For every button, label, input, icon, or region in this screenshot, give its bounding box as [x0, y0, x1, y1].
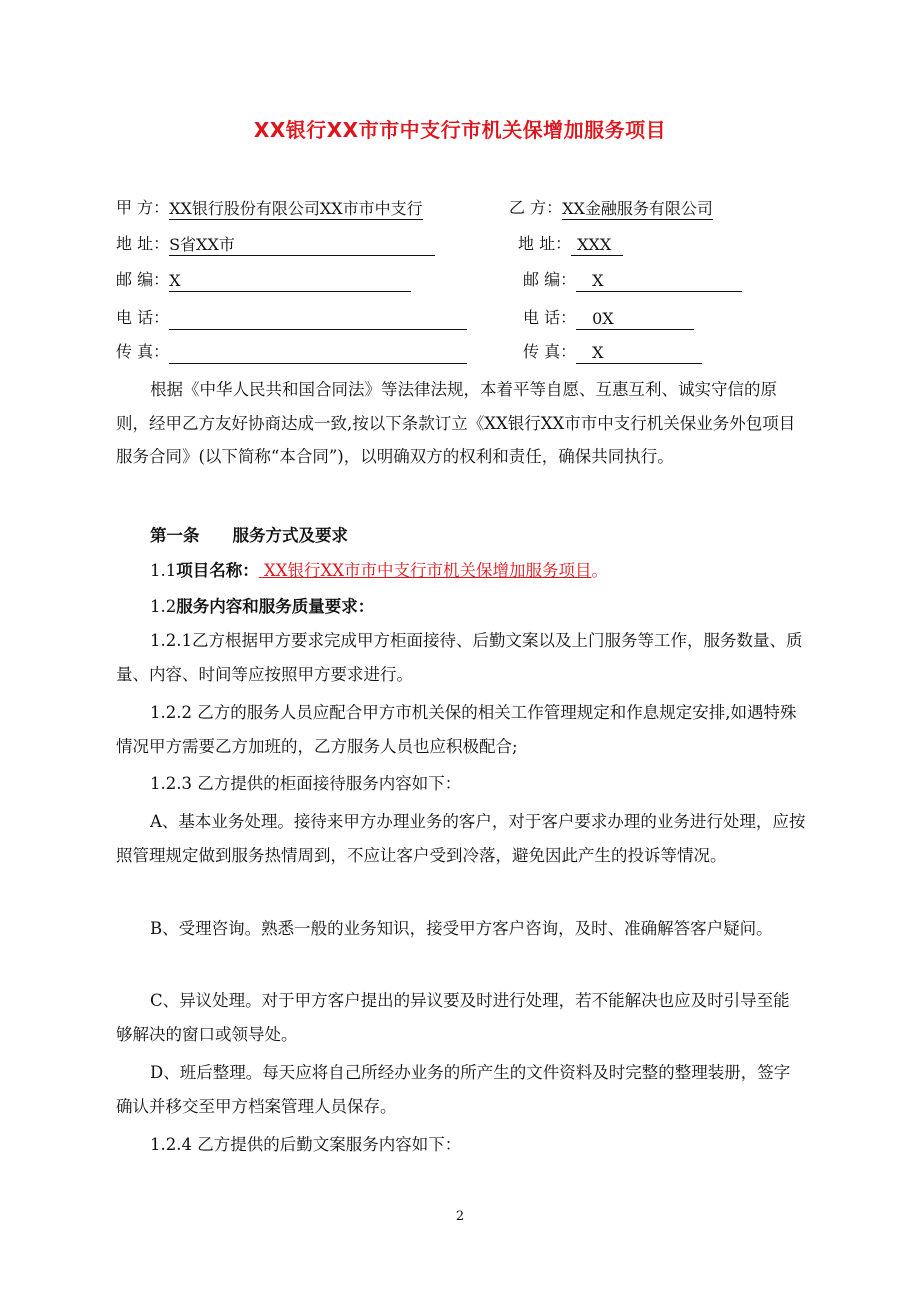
party-b-postcode: X [576, 271, 742, 292]
party-b-phone: 0X [576, 309, 694, 330]
party-b-address-label: 地 址： [518, 234, 572, 253]
item-b-consulting: B、受理咨询。熟悉一般的业务知识，接受甲方客户咨询，及时、准确解答客户疑问。 [150, 919, 773, 938]
item-1-2 [116, 590, 806, 624]
project-name: XX银行XX市市中支行市机关保增加服务项目 [258, 561, 592, 580]
item-1-2-3: 1.2.3 乙方提供的柜面接待服务内容如下： [150, 774, 462, 793]
item-1-2-2: 1.2.2 乙方的服务人员应配合甲方市机关保的相关工作管理规定和作息规定安排,如遇特殊情况甲方需要乙方加班的，乙方服务人员也应积极配合; [116, 703, 797, 756]
party-a-phone-row [116, 306, 467, 330]
party-b-fax: X [576, 343, 702, 364]
party-a-fax [169, 343, 467, 364]
party-b-name-label: 乙 方： [509, 198, 563, 217]
party-b-fax-row [523, 340, 702, 364]
party-a-fax-row [116, 340, 467, 364]
party-a-address-row [116, 232, 435, 256]
article-1-heading: 第一条 服务方式及要求 [150, 526, 348, 545]
party-b-address: XXX [571, 235, 623, 256]
document-title: XX银行XX市市中支行市机关保增加服务项目 [253, 118, 667, 142]
item-c-objection: C、异议处理。对于甲方客户提出的异议要及时进行处理，若不能解决也应及时引导至能够解决的窗口或领导处。 [116, 991, 790, 1044]
item-1-1 [116, 554, 806, 588]
party-a-address-label: 地 址： [116, 234, 170, 253]
party-a-phone-label: 电 话： [116, 308, 170, 327]
item-1-2-1: 1.2.1乙方根据甲方要求完成甲方柜面接待、后勤文案以及上门服务等工作，服务数量、质量、内容、时间等应按照甲方要求进行。 [116, 631, 803, 684]
party-a-name-row [116, 196, 423, 220]
party-a-name: XX银行股份有限公司XX市市中支行 [169, 199, 423, 218]
item-1-1-end: 。 [591, 561, 608, 580]
item-a-basic-business: A、基本业务处理。接待来甲方办理业务的客户，对于客户要求办理的业务进行处理，应按照管理规定做到服务热情周到，不应让客户受到冷落，避免因此产生的投诉等情况。 [116, 812, 806, 865]
item-1-2-label: 服务内容和服务质量要求： [176, 597, 375, 616]
item-1-1-label: 项目名称： [176, 561, 259, 580]
party-a-fax-label: 传 真： [116, 342, 170, 361]
item-1-1-number: 1.1 [150, 561, 177, 580]
party-b-postcode-label: 邮 编： [523, 270, 577, 289]
item-d-after-shift: D、班后整理。每天应将自己所经办业务的所产生的文件资料及时完整的整理装册，签字确认并移交至甲方档案管理人员保存。 [116, 1063, 791, 1116]
party-a-address: S省XX市 [169, 235, 435, 256]
party-b-name: XX金融服务有限公司 [562, 199, 713, 218]
party-b-postcode-row [523, 268, 742, 292]
party-a-postcode-row [116, 268, 411, 292]
party-b-phone-row [523, 306, 694, 330]
party-b-phone-label: 电 话： [523, 308, 577, 327]
party-a-postcode-label: 邮 编： [116, 270, 170, 289]
party-b-address-row [518, 232, 623, 256]
party-b-name-row [509, 196, 713, 220]
page-number: 2 [455, 1209, 465, 1224]
party-a-name-label: 甲 方： [116, 198, 170, 217]
item-1-2-4: 1.2.4 乙方提供的后勤文案服务内容如下： [150, 1135, 462, 1154]
party-a-phone [169, 309, 467, 330]
party-b-fax-label: 传 真： [523, 342, 577, 361]
item-1-2-number: 1.2 [150, 597, 177, 616]
intro-paragraph: 根据《中华人民共和国合同法》等法律法规，本着平等自愿、互惠互利、诚实守信的原则，经甲乙方友好协商达成一致,按以下条款订立《XX银行XX市市中支行机关保业务外包项目服务合同》(以下简称“本合同”)，以明确双方的权利和责任，确保共同执行。 [116, 380, 796, 466]
party-a-postcode: X [169, 271, 411, 292]
